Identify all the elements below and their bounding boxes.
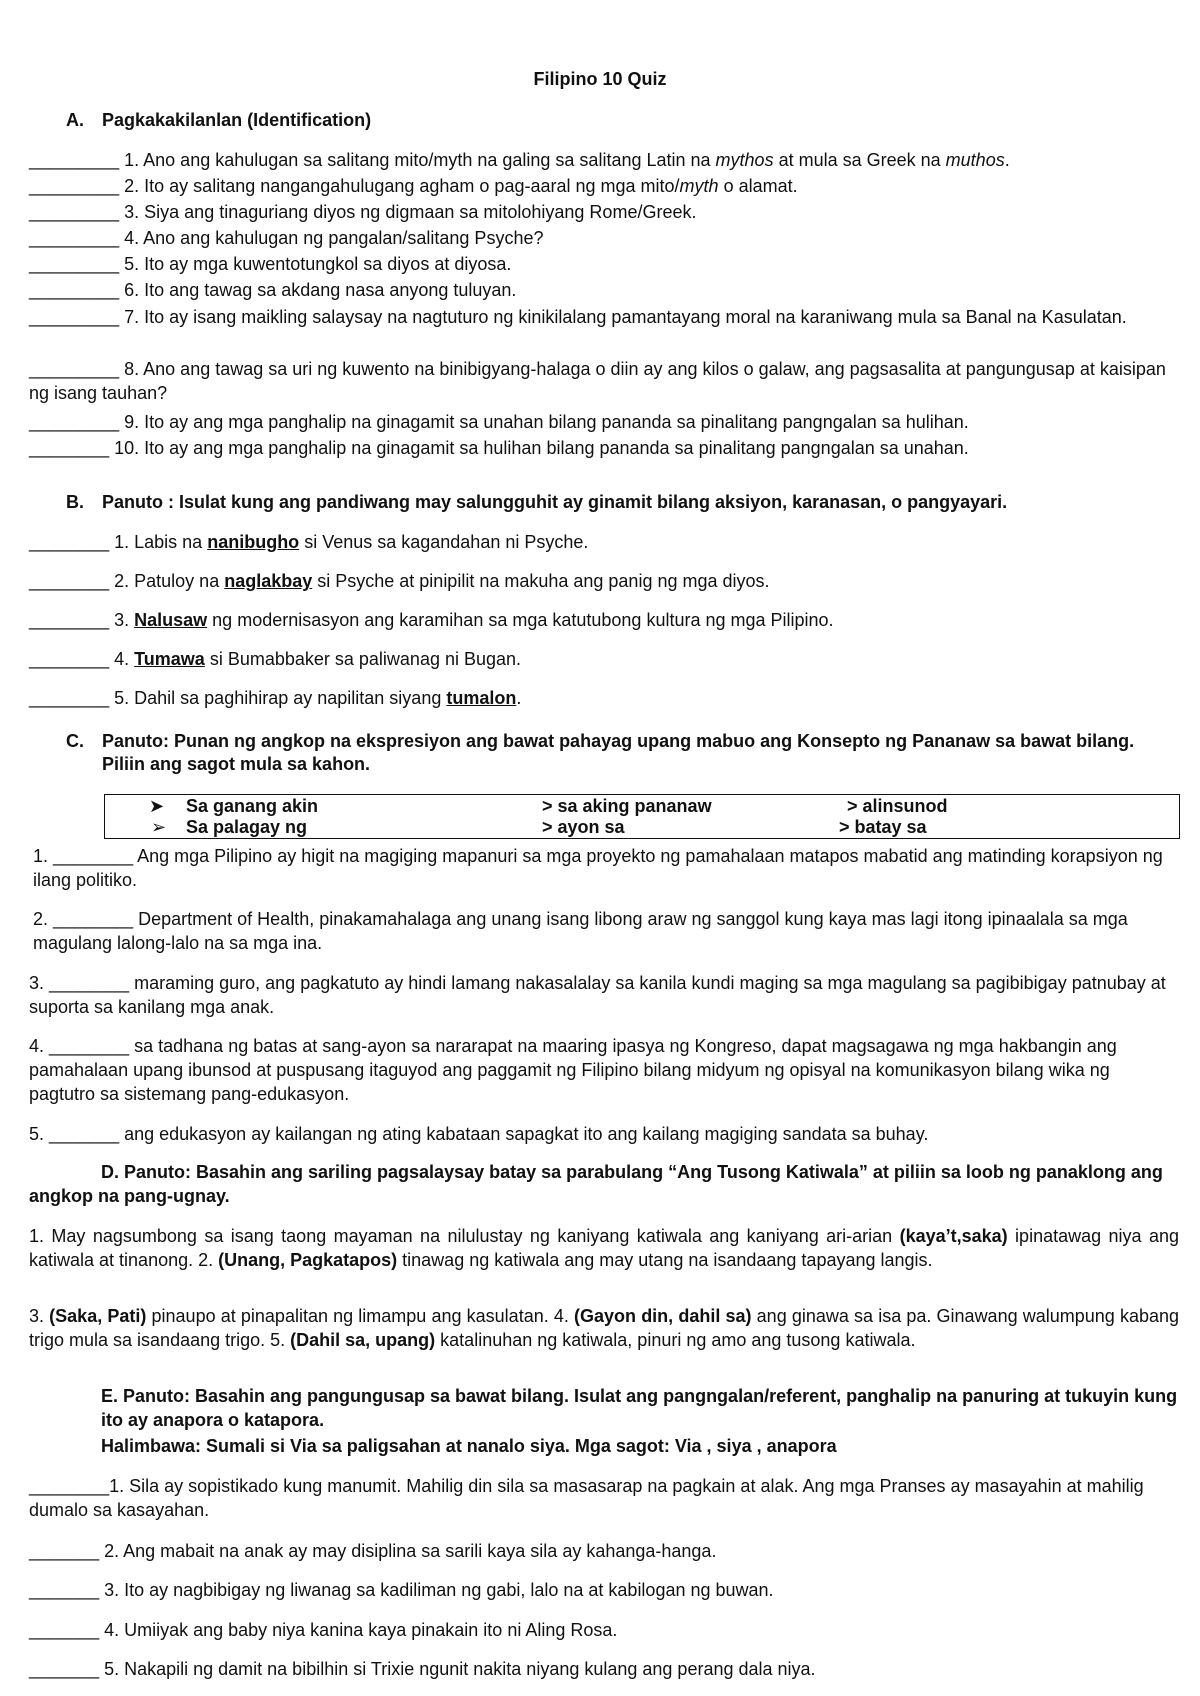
answer-blank[interactable]: _________ [29,359,120,379]
answer-blank[interactable]: 4. ________ [29,1036,130,1056]
a-item-8: _________ 8. Ano ang tawag sa uri ng kuwento na binibigyang-halaga o diin ay ang kilos o galaw, ang pagsasalita at pangungusap at kaisipan ng isang tauhan? [29,359,1166,403]
answer-blank[interactable]: 5. _______ [29,1124,120,1144]
answer-blank[interactable]: ________ [29,438,110,458]
answer-blank[interactable]: ________ [29,610,110,630]
b-item-3: ________ 3. Nalusaw ng modernisasyon ang karamihan sa mga katutubong kultura ng mga Pilipino. [29,610,834,630]
answer-blank[interactable]: ________ [29,649,110,669]
d-paragraph-1: 1. May nagsumbong sa isang taong mayaman na nilulustay ng kaniyang katiwala ang kaniyang ari-arian (kaya’t,saka) ipinatawag niya ang katiwala at tinanong. 2. (Unang, Pagkatapos) tinawag ng katiwala ang may utang na isandaang tapayang langis. [29,1226,1179,1270]
choice: > batay sa [839,817,927,837]
choice-pair[interactable]: (Unang, Pagkatapos) [218,1250,398,1270]
b-item-5: ________ 5. Dahil sa paghihirap ay napilitan siyang tumalon. [29,688,522,708]
d-paragraph-2: 3. (Saka, Pati) pinaupo at pinapalitan ng limampu ang kasulatan. 4. (Gayon din, dahil sa) ang ginawa sa isa pa. Ginawang walumpung kabang trigo mula sa isandaang trigo. 5. (Dahil sa, upang) katalinuhan ng katiwala, pinuri ng amo ang tusong katiwala. [29,1306,1180,1350]
c-item-5: 5. _______ ang edukasyon ay kailangan ng ating kabataan sapagkat ito ang kailang magiging sandata sa buhay. [29,1124,929,1144]
underlined-verb: tumalon [446,688,517,708]
e-item-2: _______ 2. Ang mabait na anak ay may disiplina sa sarili kaya sila ay kahanga-hanga. [29,1541,717,1561]
answer-blank[interactable]: 2. ________ [33,909,134,929]
b-item-1: ________ 1. Labis na nanibugho si Venus sa kagandahan ni Psyche. [29,532,589,552]
underlined-verb: Nalusaw [134,610,208,630]
choice-pair[interactable]: (kaya’t,saka) [899,1226,1008,1246]
e-item-4: _______ 4. Umiiyak ang baby niya kanina kaya pinakain ito ni Aling Rosa. [29,1620,618,1640]
answer-blank[interactable]: _________ [29,280,120,300]
a-item-7: _________ 7. Ito ay isang maikling salaysay na nagtuturo ng kinikilalang pamantayang moral na karaniwang mula sa Banal na Kasulatan. [29,307,1127,327]
section-a-letter: A. [66,110,84,130]
section-b-heading: B. Panuto : Isulat kung ang pandiwang may salungguhit ay ginamit bilang aksiyon, karanasan, o pangyayari. [66,492,1008,512]
a-item-9: _________ 9. Ito ay ang mga panghalip na ginagamit sa unahan bilang pananda sa pinalitang pangngalan sa hulihan. [29,412,969,432]
answer-blank[interactable]: _________ [29,254,120,274]
section-d-heading: D. Panuto: Basahin ang sariling pagsalaysay batay sa parabulang “Ang Tusong Katiwala” at piliin sa loob ng panaklong ang angkop na pang-ugnay. [29,1162,1163,1206]
answer-blank[interactable]: _______ 5. [29,1659,120,1679]
answer-blank[interactable]: _________ [29,150,120,170]
a-item-4: _________ 4. Ano ang kahulugan ng pangalan/salitang Psyche? [29,228,544,248]
c-item-4: 4. ________ sa tadhana ng batas at sang-ayon sa nararapat na maaring ipasya ng Kongreso, dapat magsagawa ng mga hakbangin ang pamahalaan upang ibunsod at puspusang itaguyod ang paggamit ng Filipino bilang midyum ng opisyal na komunikasyon bilang wika ng pagtutro sa sistemang pang-edukasyon. [29,1036,1117,1104]
section-a-title: Pagkakakilanlan (Identification) [102,110,372,130]
c-item-2: 2. ________ Department of Health, pinakamahalaga ang unang isang libong araw ng sanggol kung kaya mas lagi itong ipinaalala sa mga magulang lalong-lalo na sa mga ina. [33,909,1128,953]
underlined-verb: nanibugho [207,532,300,552]
bullet-arrow-icon: ➢ [151,817,167,837]
choice: > ayon sa [542,817,625,837]
answer-blank[interactable]: ________1. [29,1476,125,1496]
section-a-heading [66,110,371,131]
e-item-1: ________1. Sila ay sopistikado kung manumit. Mahilig din sila sa masasarap na pagkain at alak. Ang mga Pranses ay masayahin at mahilig dumalo sa kasayahan. [29,1476,1144,1520]
choices-box [104,794,1180,839]
underlined-verb: Tumawa [134,649,205,669]
answer-blank[interactable]: _______ 2. [29,1541,120,1561]
page-title: Filipino 10 Quiz [533,69,667,89]
a-item-3: _________ 3. Siya ang tinaguriang diyos ng digmaan sa mitolohiyang Rome/Greek. [29,202,697,222]
a-item-6: _________ 6. Ito ang tawag sa akdang nasa anyong tuluyan. [29,280,517,300]
choice: > sa aking pananaw [542,796,712,816]
section-e-example: Halimbawa: Sumali si Via sa paligsahan at nanalo siya. Mga sagot: Via , siya , anapora [101,1436,837,1456]
choice: Sa palagay ng [186,817,308,837]
choice: > alinsunod [847,796,948,816]
answer-blank[interactable]: _______ 3. [29,1580,120,1600]
answer-blank[interactable]: ________ [29,571,110,591]
answer-blank[interactable]: ________ [29,688,110,708]
e-item-3: _______ 3. Ito ay nagbibigay ng liwanag sa kadiliman ng gabi, lalo na at kabilogan ng buwan. [29,1580,774,1600]
answer-blank[interactable]: _______ 4. [29,1620,120,1640]
answer-blank[interactable]: 1. ________ [33,846,134,866]
b-item-2: ________ 2. Patuloy na naglakbay si Psyche at pinipilit na makuha ang panig ng mga diyos. [29,571,770,591]
answer-blank[interactable]: _________ [29,412,120,432]
answer-blank[interactable]: _________ [29,228,120,248]
bullet-arrow-icon: ➤ [149,796,165,816]
b-item-4: ________ 4. Tumawa si Bumabbaker sa paliwanag ni Bugan. [29,649,522,669]
a-item-2: _________ 2. Ito ay salitang nangangahulugang agham o pag-aaral ng mga mito/myth o alamat. [29,176,798,196]
a-item-1: _________ 1. Ano ang kahulugan sa salitang mito/myth na galing sa salitang Latin na mythos at mula sa Greek na muthos. [29,150,1010,170]
underlined-verb: naglakbay [224,571,313,591]
c-item-1: 1. ________ Ang mga Pilipino ay higit na magiging mapanuri sa mga proyekto ng pamahalaan matapos mabatid ang matinding korapsiyon ng ilang politiko. [33,846,1163,890]
answer-blank[interactable]: _________ [29,202,120,222]
a-item-10: ________ 10. Ito ay ang mga panghalip na ginagamit sa hulihan bilang pananda sa pinalitang pangngalan sa unahan. [29,438,969,458]
section-c-heading: C. Panuto: Punan ng angkop na ekspresiyon ang bawat pahayag upang mabuo ang Konsepto ng Pananaw sa bawat bilang. Piliin ang sagot mula sa kahon. [66,731,1135,774]
e-item-5: _______ 5. Nakapili ng damit na bibilhin si Trixie ngunit nakita niyang kulang ang perang dala niya. [29,1659,816,1679]
section-e-heading: E. Panuto: Basahin ang pangungusap sa bawat bilang. Isulat ang pangngalan/referent, panghalip na panuring at tukuyin kung ito ay anapora o katapora. [101,1386,1178,1430]
c-item-3: 3. ________ maraming guro, ang pagkatuto ay hindi lamang nakasalalay sa kanila kundi maging sa mga magulang sa pagibibigay patnubay at suporta sa kanilang mga anak. [29,973,1166,1017]
choice-pair[interactable]: (Saka, Pati) [49,1306,147,1326]
a-item-5: _________ 5. Ito ay mga kuwentotungkol sa diyos at diyosa. [29,254,512,274]
answer-blank[interactable]: ________ [29,532,110,552]
choice: Sa ganang akin [186,796,319,816]
answer-blank[interactable]: _________ [29,176,120,196]
choice-pair[interactable]: (Gayon din, dahil sa) [574,1306,752,1326]
answer-blank[interactable]: 3. ________ [29,973,130,993]
answer-blank[interactable]: _________ [29,307,120,327]
choice-pair[interactable]: (Dahil sa, upang) [290,1330,436,1350]
